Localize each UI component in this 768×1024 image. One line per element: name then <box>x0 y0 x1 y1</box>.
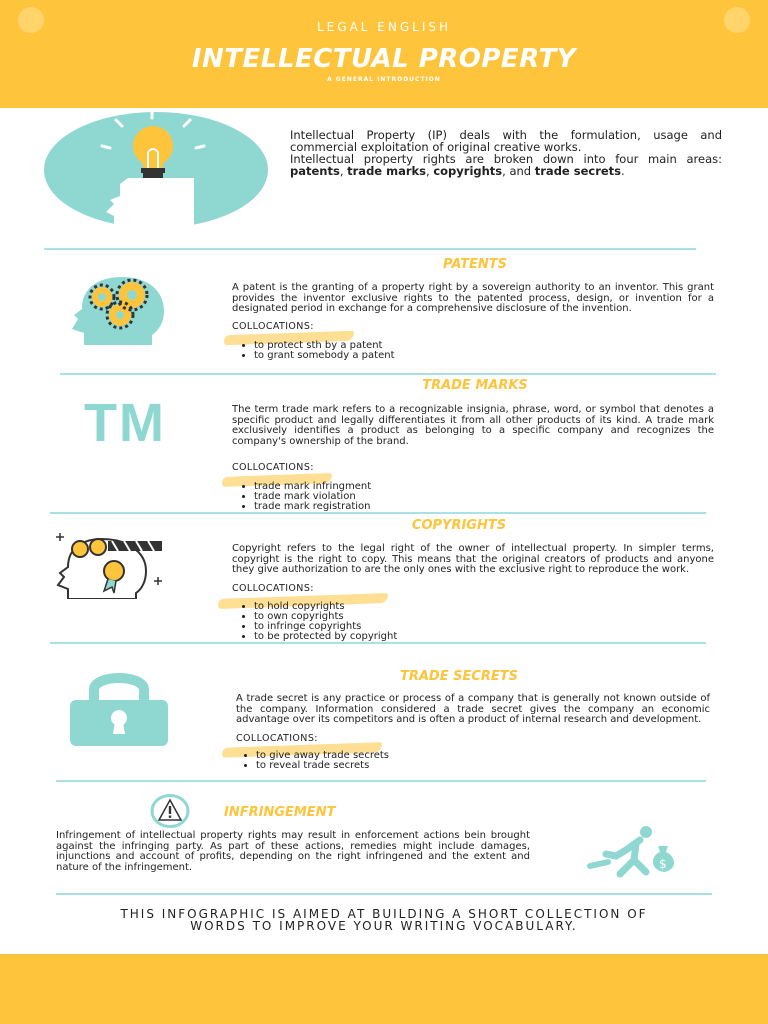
page-title: INTELLECTUAL PROPERTY <box>191 44 577 74</box>
lightbulb-head-icon <box>44 112 270 228</box>
divider <box>44 248 696 250</box>
film-award-head-icon <box>50 533 172 599</box>
copyrights-title: COPYRIGHTS <box>411 518 507 533</box>
area-trade-secrets: trade secrets <box>534 164 622 178</box>
intro-paragraph-2: Intellectual property rights are broken down into four main areas: patents, trade marks, copyrights, and trade secrets. <box>290 152 722 178</box>
warning-icon <box>150 794 190 828</box>
list-item: • trade mark registration <box>254 502 371 512</box>
list-item: • to be protected by copyright <box>254 632 397 642</box>
gears-head-icon <box>66 275 170 345</box>
list-item: • trade mark violation <box>254 492 371 502</box>
list-item: • to protect sth by a patent <box>254 341 395 351</box>
trademarks-body: The term trade mark refers to a recognizable insignia, phrase, word, or symbol that denotes a specific product and legally differentiates it from all other products of its kind. A trade mark exclusively identifies a product as belonging to a specific company and recognizes the company's ownership of the brand. <box>232 404 714 447</box>
divider <box>50 512 706 514</box>
area-patents: patents <box>290 164 340 178</box>
divider <box>56 893 712 895</box>
area-trade-marks: trade marks <box>347 164 427 178</box>
svg-text:$: $ <box>659 857 667 871</box>
thief-icon <box>586 824 680 878</box>
intro-text <box>290 129 722 177</box>
list-item: • to own copyrights <box>254 612 397 622</box>
tradesecrets-collocations-list <box>236 751 389 771</box>
intro-paragraph-1: Intellectual Property (IP) deals with the formulation, usage and commercial exploitation of original creative works. <box>290 128 722 154</box>
divider <box>60 373 716 375</box>
list-item: • to give away trade secrets <box>256 751 389 761</box>
trademarks-title: TRADE MARKS <box>422 378 528 393</box>
tradesecrets-body: A trade secret is any practice or process of a company that is generally not known outside of the company. Information considered a trade secret gives the company an economic advantage over its competitors and is often a product of internal research and development. <box>236 693 710 725</box>
list-item: • to hold copyrights <box>254 602 397 612</box>
tradesecrets-title: TRADE SECRETS <box>399 669 519 684</box>
trademarks-collocations-list <box>234 482 371 512</box>
page-subtitle: A GENERAL INTRODUCTION <box>327 76 441 83</box>
infringement-title: INFRINGEMENT <box>224 805 336 820</box>
list-item: • trade mark infringment <box>254 482 371 492</box>
header-kicker: LEGAL ENGLISH <box>317 20 451 34</box>
footer-banner <box>0 954 768 1024</box>
copyrights-collocations-list <box>234 602 397 642</box>
patents-body: A patent is the granting of a property right by a sovereign authority to an inventor. This grant provides the inventor exclusive rights to the patented process, design, or invention for a designated period in exchange for a comprehensive disclosure of the invention. <box>232 282 714 314</box>
divider <box>56 780 706 782</box>
infringement-body: Infringement of intellectual property rights may result in enforcement actions bein brought against the infringing party. As part of these actions, remedies might include damages, injunctions and account of profits, depending on the right infringened and the extent and nature of the infringement. <box>56 830 530 873</box>
copyrights-collocations-label: COLLOCATIONS: <box>232 583 314 594</box>
list-item: • to infringe copyrights <box>254 622 397 632</box>
list-item: • to reveal trade secrets <box>256 761 389 771</box>
patents-collocations-label: COLLOCATIONS: <box>232 321 314 332</box>
tm-icon: TM <box>84 393 166 453</box>
footer-note: THIS INFOGRAPHIC IS AIMED AT BUILDING A SHORT COLLECTION OF WORDS TO IMPROVE YOUR WRITING VOCABULARY. <box>120 907 648 933</box>
patents-collocations-list <box>234 341 395 361</box>
divider <box>50 642 706 644</box>
copyrights-body: Copyright refers to the legal right of the owner of intellectual property. In simpler terms, copyright is the right to copy. This means that the original creators of products and anyone they give authorization to are the only ones with the exclusive right to reproduce the work. <box>232 543 714 575</box>
list-item: • to grant somebody a patent <box>254 351 395 361</box>
area-copyrights: copyrights <box>433 164 503 178</box>
patents-title: PATENTS <box>442 257 507 272</box>
padlock-icon <box>68 672 170 746</box>
tradesecrets-collocations-label: COLLOCATIONS: <box>236 733 318 744</box>
trademarks-collocations-label: COLLOCATIONS: <box>232 462 314 473</box>
